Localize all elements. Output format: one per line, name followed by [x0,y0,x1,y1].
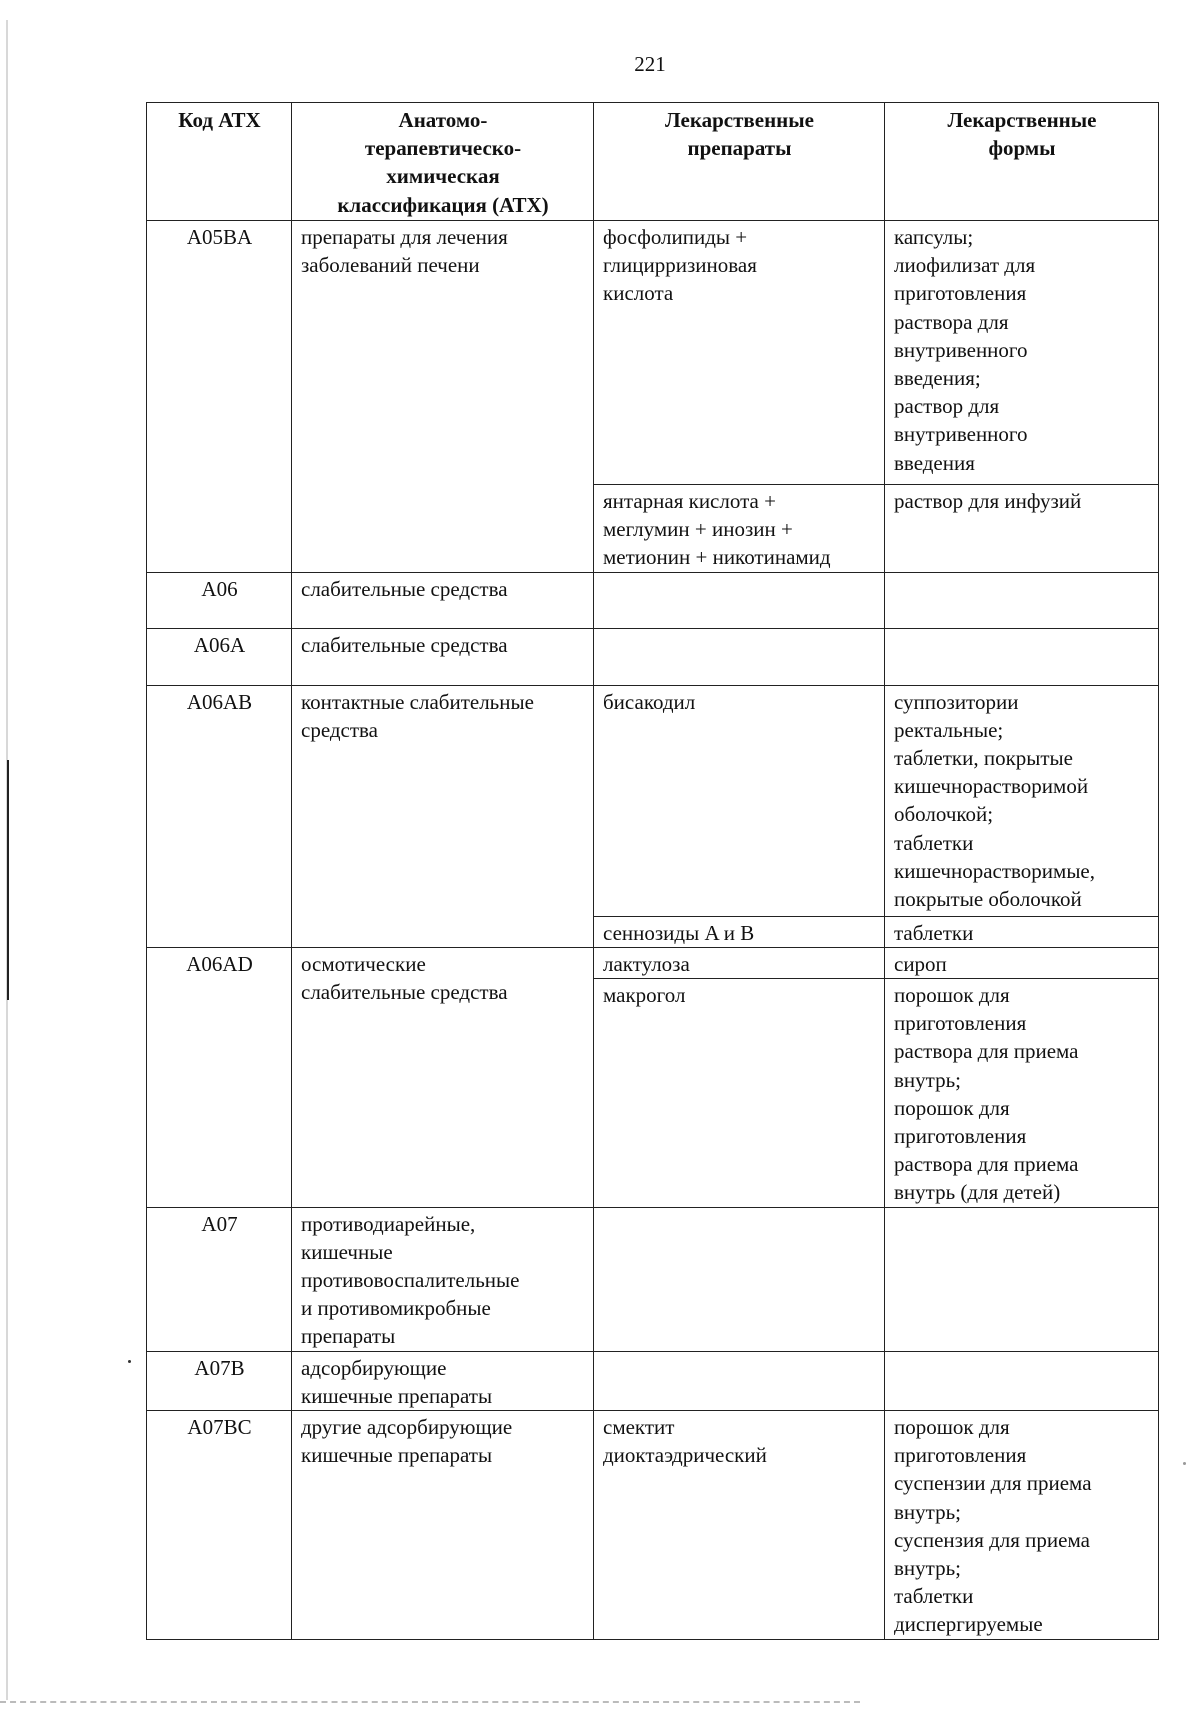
drug-cell: сеннозиды A и B [594,916,885,947]
atc-drug-table [146,102,1159,1640]
drug-cell [594,1207,885,1351]
atc-code-cell: A07 [147,1207,292,1351]
scan-margin-mark [7,760,9,1000]
table-row [147,947,1159,978]
atc-class-cell: противодиарейные, кишечные противовоспалительные и противомикробные препараты [292,1207,594,1351]
atc-code-cell: A05BA [147,221,292,573]
scan-speck [1183,1462,1186,1465]
atc-code-cell: A06AD [147,947,292,1207]
table-row [147,572,1159,628]
atc-class-cell: осмотические слабительные средства [292,947,594,1207]
forms-cell [885,572,1159,628]
header-atc-classification: Анатомо- терапевтическо- химическая классификация (АТХ) [292,103,594,221]
atc-class-cell: другие адсорбирующие кишечные препараты [292,1411,594,1640]
atc-code-cell: A06 [147,572,292,628]
forms-cell [885,1207,1159,1351]
atc-code-cell: A06A [147,628,292,685]
table-row [147,1351,1159,1410]
drug-cell [594,572,885,628]
drug-cell: фосфолипиды + глицирризиновая кислота [594,221,885,485]
atc-class-cell: контактные слабительные средства [292,685,594,947]
forms-cell: капсулы; лиофилизат для приготовления раствора для внутривенного введения; раствор для внутривенного введения [885,221,1159,485]
forms-cell: раствор для инфузий [885,485,1159,573]
forms-cell: порошок для приготовления раствора для приема внутрь; порошок для приготовления раствора для приема внутрь (для детей) [885,979,1159,1208]
forms-cell [885,628,1159,685]
forms-cell: порошок для приготовления суспензии для приема внутрь; суспензия для приема внутрь; таблетки диспергируемые [885,1411,1159,1640]
table-row [147,1411,1159,1640]
forms-cell: таблетки [885,916,1159,947]
table-row [147,221,1159,485]
scan-speck [128,1360,131,1363]
atc-code-cell: A07B [147,1351,292,1410]
header-atc-code: Код АТХ [147,103,292,221]
table-row [147,628,1159,685]
atc-class-cell: слабительные средства [292,628,594,685]
header-drugs: Лекарственные препараты [594,103,885,221]
drug-cell: янтарная кислота + меглумин + инозин + метионин + никотинамид [594,485,885,573]
drug-cell [594,628,885,685]
forms-cell: суппозитории ректальные; таблетки, покрытые кишечнорастворимой оболочкой; таблетки кишечнорастворимые, покрытые оболочкой [885,685,1159,916]
page-number: 221 [634,52,666,76]
table-row [147,1207,1159,1351]
atc-class-cell: слабительные средства [292,572,594,628]
drug-cell [594,1351,885,1410]
header-dosage-forms: Лекарственные формы [885,103,1159,221]
drug-cell: смектит диоктаэдрический [594,1411,885,1640]
drug-cell: бисакодил [594,685,885,916]
table-header-row [147,103,1159,221]
atc-class-cell: адсорбирующие кишечные препараты [292,1351,594,1410]
scan-bottom-edge [0,1701,860,1704]
atc-code-cell: A07BC [147,1411,292,1640]
atc-code-cell: A06AB [147,685,292,947]
table-row [147,685,1159,916]
forms-cell [885,1351,1159,1410]
forms-cell: сироп [885,947,1159,978]
drug-cell: лактулоза [594,947,885,978]
drug-cell: макрогол [594,979,885,1208]
atc-class-cell: препараты для лечения заболеваний печени [292,221,594,573]
